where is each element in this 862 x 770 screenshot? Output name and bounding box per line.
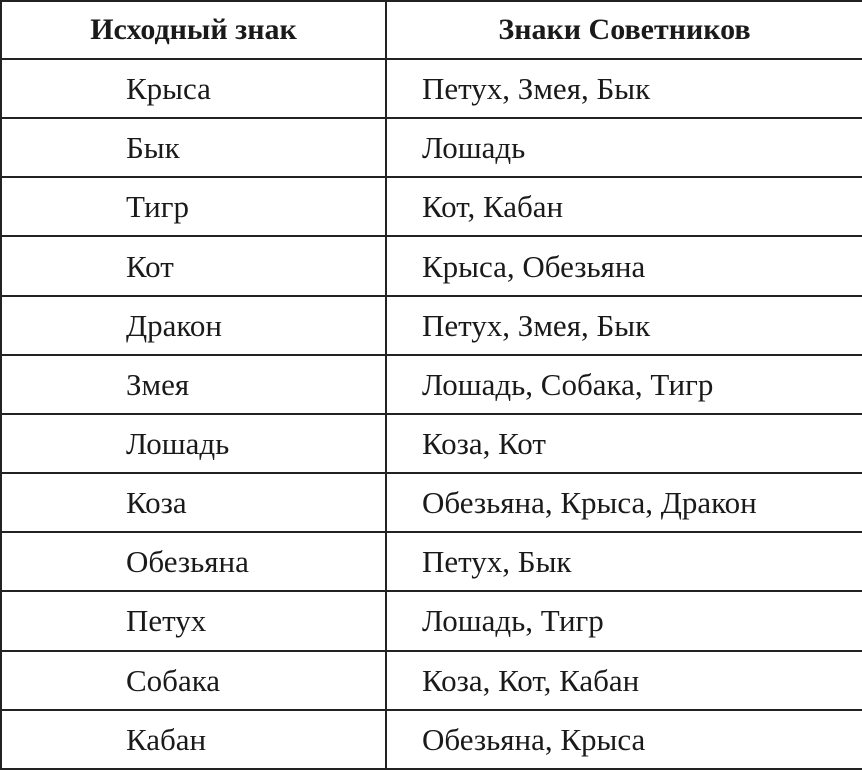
source-sign-cell: Лошадь: [1, 414, 386, 473]
table-row: [1, 118, 862, 177]
advisor-signs-cell: Коза, Кот: [386, 414, 862, 473]
advisor-signs-cell: Петух, Змея, Бык: [386, 59, 862, 118]
source-sign-cell: Дракон: [1, 296, 386, 355]
table-row: [1, 236, 862, 295]
table-row: [1, 651, 862, 710]
source-sign-cell: Бык: [1, 118, 386, 177]
source-sign-cell: Кабан: [1, 710, 386, 769]
table-row: [1, 296, 862, 355]
advisor-signs-cell: Обезьяна, Крыса, Дракон: [386, 473, 862, 532]
source-sign-cell: Собака: [1, 651, 386, 710]
table-header-row: [1, 1, 862, 59]
advisor-signs-cell: Петух, Змея, Бык: [386, 296, 862, 355]
table-row: [1, 473, 862, 532]
source-sign-cell: Крыса: [1, 59, 386, 118]
advisor-signs-cell: Лошадь, Тигр: [386, 591, 862, 650]
source-sign-cell: Тигр: [1, 177, 386, 236]
table-row: [1, 414, 862, 473]
advisor-signs-cell: Петух, Бык: [386, 532, 862, 591]
source-sign-cell: Кот: [1, 236, 386, 295]
table-row: [1, 710, 862, 769]
column-header-source-sign: Исходный знак: [1, 1, 386, 59]
table-row: [1, 591, 862, 650]
column-header-advisor-signs: Знаки Советников: [386, 1, 862, 59]
table-row: [1, 177, 862, 236]
table-body: [1, 59, 862, 769]
advisor-signs-cell: Кот, Кабан: [386, 177, 862, 236]
advisor-signs-cell: Лошадь, Собака, Тигр: [386, 355, 862, 414]
table-row: [1, 532, 862, 591]
advisor-signs-cell: Обезьяна, Крыса: [386, 710, 862, 769]
source-sign-cell: Коза: [1, 473, 386, 532]
source-sign-cell: Петух: [1, 591, 386, 650]
advisor-signs-cell: Коза, Кот, Кабан: [386, 651, 862, 710]
table-row: [1, 59, 862, 118]
advisor-signs-cell: Крыса, Обезьяна: [386, 236, 862, 295]
advisor-signs-cell: Лошадь: [386, 118, 862, 177]
source-sign-cell: Змея: [1, 355, 386, 414]
table-row: [1, 355, 862, 414]
source-sign-cell: Обезьяна: [1, 532, 386, 591]
